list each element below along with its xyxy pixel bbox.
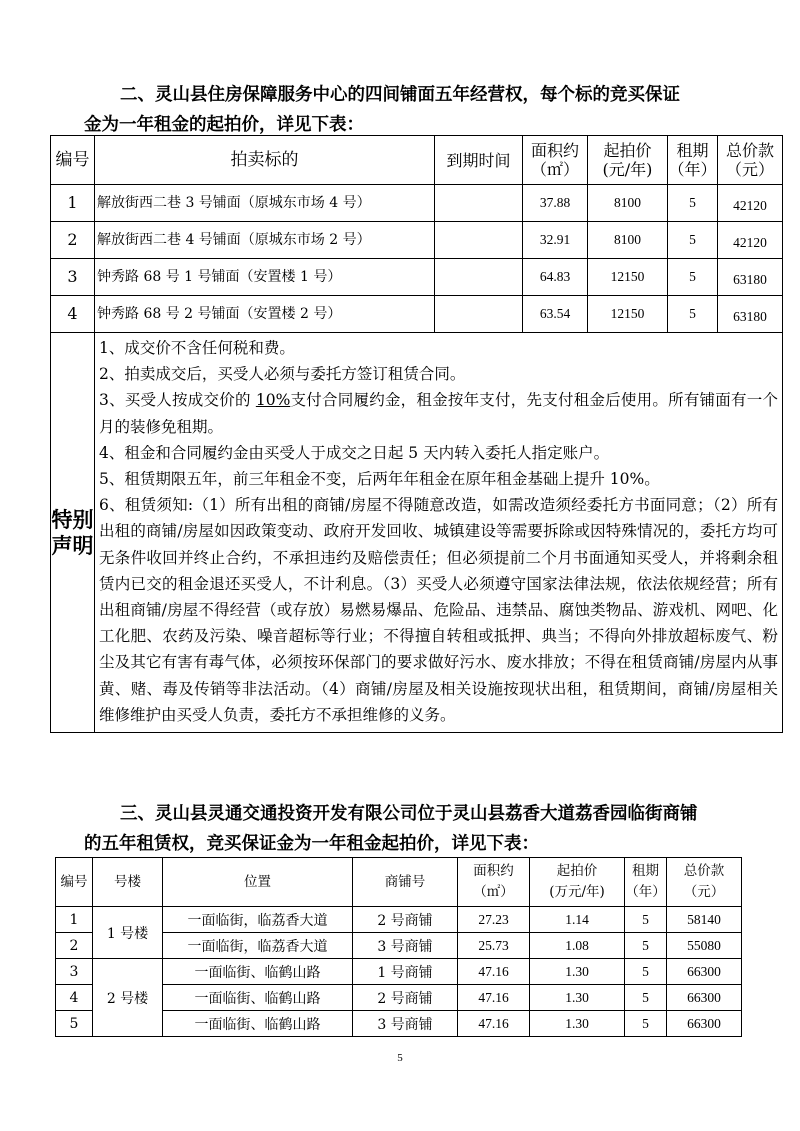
header-area [458, 858, 530, 907]
row-location: 一面临街，临荔香大道 [163, 933, 353, 959]
row-no: 1 [56, 907, 93, 933]
note-3-pre: 3、买受人按成交价的 [99, 391, 256, 410]
special-statement-row [51, 333, 783, 733]
special-statement-title-l1: 特别 [51, 506, 94, 532]
table-row [51, 259, 783, 296]
row-price: 8100 [588, 185, 668, 222]
header-shop: 商铺号 [353, 858, 458, 907]
header-total [718, 136, 783, 185]
note-4: 4、租金和合同履约金由买受人于成交之日起 5 天内转入委托人指定账户。 [99, 443, 610, 462]
row-area: 37.88 [523, 185, 588, 222]
table-row [51, 222, 783, 259]
row-total: 42120 [718, 185, 783, 222]
row-term: 5 [625, 933, 667, 959]
section3-line2: 的五年租赁权，竞买保证金为一年租金起拍价，详见下表： [84, 834, 539, 854]
row-expiry [435, 185, 523, 222]
header-location: 位置 [163, 858, 353, 907]
row-term: 5 [668, 259, 718, 296]
header-term-l1: 租期 [632, 863, 659, 879]
row-price: 8100 [588, 222, 668, 259]
row-subject: 钟秀路 68 号 2 号铺面（安置楼 2 号） [95, 296, 435, 333]
special-statement-content [95, 333, 783, 733]
table-row [51, 296, 783, 333]
row-price: 12150 [588, 296, 668, 333]
header-total-l2: （元） [725, 160, 774, 179]
row-term: 5 [625, 1011, 667, 1037]
section3-paragraph [84, 799, 734, 859]
section2-line2: 金为一年租金的起拍价，详见下表： [84, 115, 364, 135]
row-term: 5 [625, 959, 667, 985]
row-area: 47.16 [458, 985, 530, 1011]
row-term: 5 [625, 985, 667, 1011]
section3-line1: 三、灵山县灵通交通投资开发有限公司位于灵山县荔香大道荔香园临街商铺 [120, 804, 698, 824]
row-price: 1.14 [530, 907, 625, 933]
header-area-l1: 面积约 [530, 141, 579, 160]
row-total: 63180 [718, 296, 783, 333]
section2-line1: 二、灵山县住房保障服务中心的四间铺面五年经营权，每个标的竞买保证 [120, 85, 680, 105]
row-total: 66300 [667, 959, 742, 985]
row-location: 一面临街，临荔香大道 [163, 907, 353, 933]
street-shop-lease-table [55, 857, 742, 1037]
header-price [530, 858, 625, 907]
row-no: 2 [56, 933, 93, 959]
header-total: 总价款（元） [667, 858, 742, 907]
header-price-l1: 起拍价 [603, 141, 652, 160]
header-total-l1: 总价款 [725, 141, 774, 160]
row-term: 5 [625, 907, 667, 933]
row-area: 63.54 [523, 296, 588, 333]
row-no: 4 [56, 985, 93, 1011]
row-area: 32.91 [523, 222, 588, 259]
row-price: 1.08 [530, 933, 625, 959]
header-price-l2: (万元/年) [549, 884, 605, 900]
row-subject: 解放街西二巷 4 号铺面（原城东市场 2 号） [95, 222, 435, 259]
note-3-post: 支付合同履约金，租金按年支付，先支付租金后使用。所有铺面有一个月的装修免租期。 [99, 391, 778, 436]
row-price: 1.30 [530, 985, 625, 1011]
special-statement-title-l2: 声明 [51, 532, 94, 558]
row-price: 12150 [588, 259, 668, 296]
special-statement-title [51, 333, 95, 733]
building-1: 1 号楼 [93, 907, 163, 959]
note-3 [99, 387, 778, 439]
header-no: 编号 [51, 136, 95, 185]
row-shop: 3 号商铺 [353, 1011, 458, 1037]
row-no: 5 [56, 1011, 93, 1037]
header-price-l1: 起拍价 [556, 863, 598, 879]
row-no: 3 [56, 959, 93, 985]
note-6: 6、租赁须知:（1）所有出租的商铺/房屋不得随意改造，如需改造须经委托方书面同意；（2）所有出租的商铺/房屋如因政策变动、政府开发回收、城镇建设等需要拆除或因特殊情况的，委托方均可无条件收回并终止合约，不承担违约及赔偿责任；但必须提前二个月书面通知买受人，并将剩余租赁内已交的租金退还买受人，不计利息。（3）买受人必须遵守国家法律法规，依法依规经营；所有出租商铺/房屋不得经营（或存放）易燃易爆品、危险品、违禁品、腐蚀类物品、游戏机、网吧、化工化肥、农药及污染、噪音超标等行业；不得擅自转租或抵押、典当；不得向外排放超标废气、粉尘及其它有害有毒气体，必须按环保部门的要求做好污水、废水排放；不得在租赁商铺/房屋内从事黄、赌、毒及传销等非法活动。（4）商铺/房屋及相关设施按现状出租，租赁期间，商铺/房屋相关维修维护由买受人负责，委托方不承担维修的义务。 [99, 496, 778, 724]
row-price: 1.30 [530, 959, 625, 985]
row-term: 5 [668, 296, 718, 333]
header-no: 编号 [56, 858, 93, 907]
row-no: 4 [51, 296, 95, 333]
note-5: 5、租赁期限五年，前三年租金不变，后两年年租金在原年租金基础上提升 10%。 [99, 470, 660, 489]
row-price: 1.30 [530, 1011, 625, 1037]
header-price-l2: (元/年) [602, 160, 653, 179]
row-location: 一面临街、临鹤山路 [163, 1011, 353, 1037]
row-total: 42120 [718, 222, 783, 259]
table2-header-row [56, 858, 742, 907]
header-area-l1: 面积约 [473, 863, 514, 879]
row-total: 58140 [667, 907, 742, 933]
row-shop: 3 号商铺 [353, 933, 458, 959]
row-total: 63180 [718, 259, 783, 296]
table1-header-row [51, 136, 783, 185]
header-area-l2: （㎡） [473, 884, 514, 900]
row-total: 66300 [667, 1011, 742, 1037]
building-2: 2 号楼 [93, 959, 163, 1037]
header-subject: 拍卖标的 [95, 136, 435, 185]
row-no: 1 [51, 185, 95, 222]
header-term-l1: 租期 [676, 141, 709, 160]
table-row [51, 185, 783, 222]
row-shop: 2 号商铺 [353, 907, 458, 933]
row-area: 64.83 [523, 259, 588, 296]
row-subject: 解放街西二巷 3 号铺面（原城东市场 4 号） [95, 185, 435, 222]
page-number: 5 [397, 1052, 403, 1064]
table-row [56, 959, 742, 985]
row-no: 3 [51, 259, 95, 296]
shop-auction-table [50, 135, 783, 733]
table-row [56, 907, 742, 933]
row-expiry [435, 259, 523, 296]
row-shop: 2 号商铺 [353, 985, 458, 1011]
header-expiry: 到期时间 [435, 136, 523, 185]
row-shop: 1 号商铺 [353, 959, 458, 985]
header-price [588, 136, 668, 185]
row-area: 27.23 [458, 907, 530, 933]
row-expiry [435, 296, 523, 333]
header-term [668, 136, 718, 185]
row-term: 5 [668, 222, 718, 259]
row-area: 47.16 [458, 959, 530, 985]
header-term-l2: （年） [668, 160, 717, 179]
row-area: 47.16 [458, 1011, 530, 1037]
row-total: 66300 [667, 985, 742, 1011]
row-expiry [435, 222, 523, 259]
header-area [523, 136, 588, 185]
row-subject: 钟秀路 68 号 1 号铺面（安置楼 1 号） [95, 259, 435, 296]
note-2: 2、拍卖成交后，买受人必须与委托方签订租赁合同。 [99, 365, 466, 384]
row-location: 一面临街、临鹤山路 [163, 985, 353, 1011]
section2-paragraph [84, 80, 734, 140]
row-term: 5 [668, 185, 718, 222]
header-area-l2: （㎡） [530, 160, 579, 179]
note-1: 1、成交价不含任何税和费。 [99, 339, 295, 357]
header-building: 号楼 [93, 858, 163, 907]
row-total: 55080 [667, 933, 742, 959]
note-3-percent: 10% [255, 391, 291, 410]
row-area: 25.73 [458, 933, 530, 959]
header-term [625, 858, 667, 907]
row-location: 一面临街、临鹤山路 [163, 959, 353, 985]
row-no: 2 [51, 222, 95, 259]
header-term-l2: （年） [625, 884, 666, 900]
